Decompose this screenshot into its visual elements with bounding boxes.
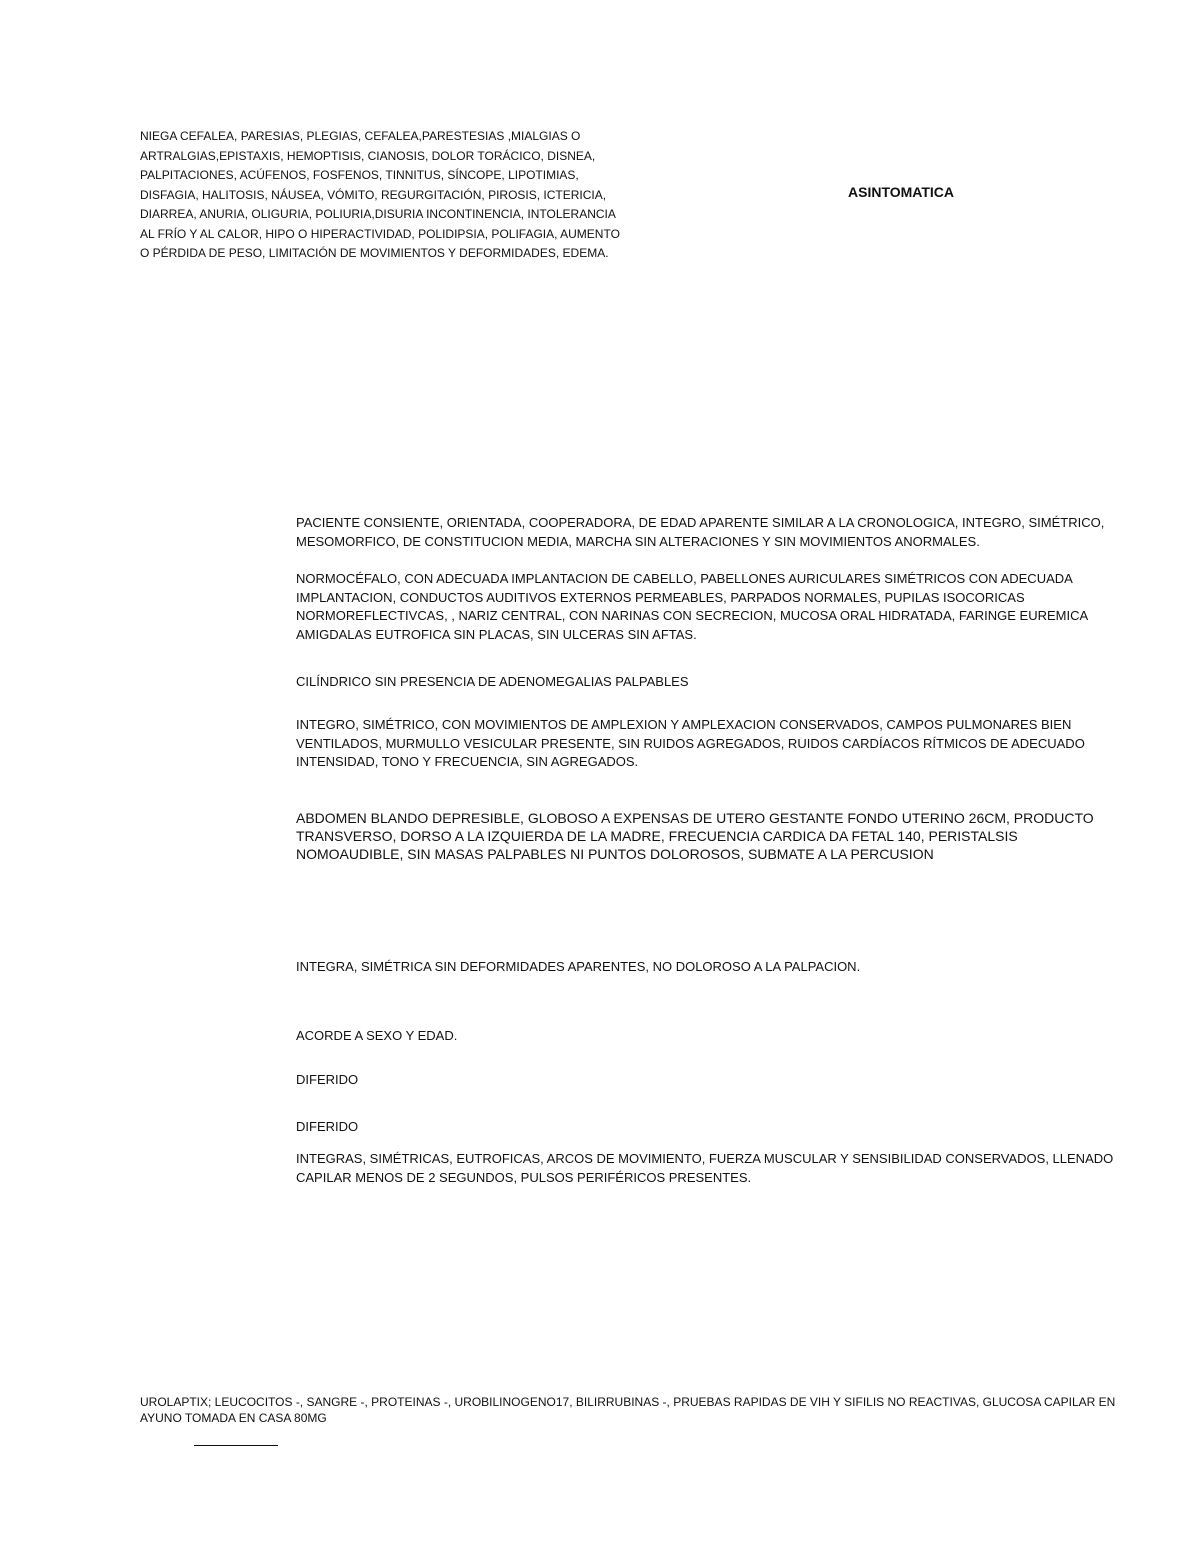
summary-label: ASINTOMATICA	[848, 184, 955, 200]
exam-abdomen-text: ABDOMEN BLANDO DEPRESIBLE, GLOBOSO A EXPENSAS DE UTERO GESTANTE FONDO UTERINO 26CM, PRODUCTO TRANSVERSO, DORSO A LA IZQUIERDA DE LA MADRE, FRECUENCIA CARDICA DA FETAL 140, PERISTALSIS NOMOAUDIBLE, SIN MASAS PALPABLES NI PUNTOS DOLOROSOS, SUBMATE A LA PERCUSION	[296, 810, 1094, 862]
exam-vaginal-text: DIFERIDO	[296, 1119, 359, 1134]
exam-genitals-text: ACORDE A SEXO Y EDAD.	[296, 1028, 458, 1043]
review-of-systems-text: NIEGA CEFALEA, PARESIAS, PLEGIAS, CEFALEA,PARESTESIAS ,MIALGIAS O ARTRALGIAS,EPISTAXIS, HEMOPTISIS, CIANOSIS, DOLOR TORÁCICO, DISNEA, PALPITACIONES, ACÚFENOS, FOSFENOS, TINNITUS, SÍNCOPE, LIPOTIMIAS, DISFAGIA, HALITOSIS, NÁUSEA, VÓMITO, REGURGITACIÓN, PIROSIS, ICTERICIA, DIARREA, ANURIA, OLIGURIA, POLIURIA,DISURIA INCONTINENCIA, INTOLERANCIA AL FRÍO Y AL CALOR, HIPO O HIPERACTIVIDAD, POLIDIPSIA, POLIFAGIA, AUMENTO O PÉRDIDA DE PESO, LIMITACIÓN DE MOVIMIENTOS Y DEFORMIDADES, EDEMA.	[140, 129, 620, 260]
exam-neck-text: CILÍNDRICO SIN PRESENCIA DE ADENOMEGALIAS PALPABLES	[296, 674, 689, 689]
exam-thorax-text: INTEGRO, SIMÉTRICO, CON MOVIMIENTOS DE AMPLEXION Y AMPLEXACION CONSERVADOS, CAMPOS PULMONARES BIEN VENTILADOS, MURMULLO VESICULAR PRESENTE, SIN RUIDOS AGREGADOS, RUIDOS CARDÍACOS RÍTMICOS DE ADECUADO INTENSIDAD, TONO Y FRECUENCIA, SIN AGREGADOS.	[296, 717, 1085, 769]
exam-limbs-text: INTEGRAS, SIMÉTRICAS, EUTROFICAS, ARCOS DE MOVIMIENTO, FUERZA MUSCULAR Y SENSIBILIDAD CONSERVADOS, LLENADO CAPILAR MENOS DE 2 SEGUNDOS, PULSOS PERIFÉRICOS PRESENTES.	[296, 1151, 1114, 1185]
signature-line	[194, 1445, 278, 1446]
exam-rectal-text: DIFERIDO	[296, 1072, 359, 1087]
exam-spine-text: INTEGRA, SIMÉTRICA SIN DEFORMIDADES APARENTES, NO DOLOROSO A LA PALPACION.	[296, 959, 861, 974]
lab-results-text: UROLAPTIX; LEUCOCITOS -, SANGRE -, PROTEINAS -, UROBILINOGENO17, BILIRRUBINAS -, PRUEBAS RAPIDAS DE VIH Y SIFILIS NO REACTIVAS, GLUCOSA CAPILAR EN AYUNO TOMADA EN CASA 80MG	[140, 1395, 1116, 1425]
exam-head-text: NORMOCÉFALO, CON ADECUADA IMPLANTACION DE CABELLO, PABELLONES AURICULARES SIMÉTRICOS CON ADECUADA IMPLANTACION, CONDUCTOS AUDITIVOS EXTERNOS PERMEABLES, PARPADOS NORMALES, PUPILAS ISOCORICAS NORMOREFLECTIVCAS, , NARIZ CENTRAL, CON NARINAS CON SECRECION, MUCOSA ORAL HIDRATADA, FARINGE EUREMICA AMIGDALAS EUTROFICA SIN PLACAS, SIN ULCERAS SIN AFTAS.	[296, 571, 1088, 642]
exam-general-text: PACIENTE CONSIENTE, ORIENTADA, COOPERADORA, DE EDAD APARENTE SIMILAR A LA CRONOLOGICA, INTEGRO, SIMÉTRICO, MESOMORFICO, DE CONSTITUCION MEDIA, MARCHA SIN ALTERACIONES Y SIN MOVIMIENTOS ANORMALES.	[296, 515, 1105, 549]
